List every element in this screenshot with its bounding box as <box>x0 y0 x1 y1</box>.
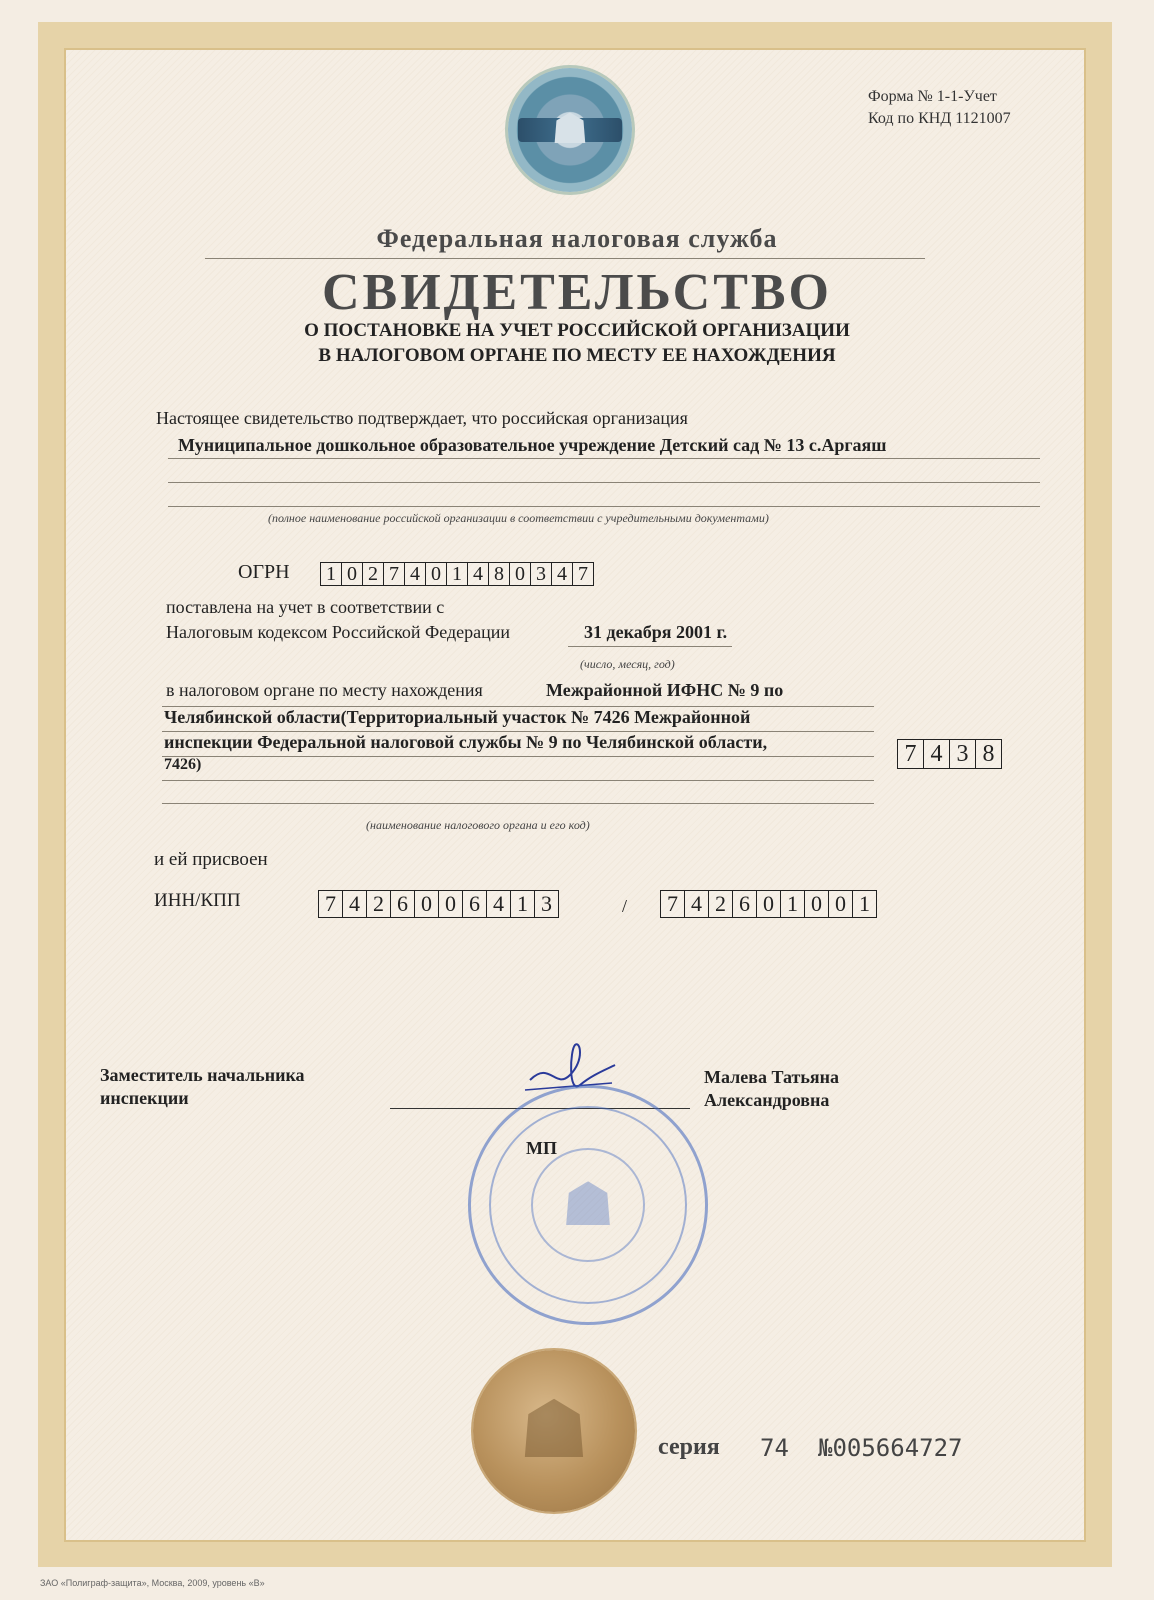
date-note: (число, месяц, год) <box>580 657 675 671</box>
signer-name <box>704 1066 839 1112</box>
inn-digit: 0 <box>438 890 463 918</box>
kpp-digit: 7 <box>660 890 685 918</box>
mp-label: МП <box>526 1138 557 1158</box>
series-label: серия <box>658 1434 720 1460</box>
ogrn-digits <box>320 562 593 586</box>
intro-text: Настоящее свидетельство подтверждает, что российская организация <box>156 408 688 428</box>
ogrn-digit: 1 <box>320 562 342 586</box>
subtitle-line-1: О ПОСТАНОВКЕ НА УЧЕТ РОССИЙСКОЙ ОРГАНИЗАЦИИ <box>304 320 850 341</box>
tax-office-code-digit: 8 <box>975 739 1002 769</box>
kpp-digit: 4 <box>684 890 709 918</box>
inn-digit: 4 <box>486 890 511 918</box>
ogrn-digit: 4 <box>404 562 426 586</box>
registered-text-1: поставлена на учет в соответствии с <box>166 597 445 617</box>
kpp-digit: 0 <box>804 890 829 918</box>
tax-office-code-digit: 4 <box>923 739 950 769</box>
signer-position <box>100 1064 305 1110</box>
inn-digit: 3 <box>534 890 559 918</box>
ogrn-digit: 3 <box>530 562 552 586</box>
ogrn-digit: 8 <box>488 562 510 586</box>
ogrn-digit: 0 <box>341 562 363 586</box>
kpp-digit: 1 <box>780 890 805 918</box>
inn-digit: 7 <box>318 890 343 918</box>
tax-office-note: (наименование налогового органа и его код) <box>366 818 590 832</box>
ogrn-digit: 7 <box>383 562 405 586</box>
tax-office-line-2: Челябинской области(Территориальный участок № 7426 Межрайонной <box>164 707 751 727</box>
kpp-digit: 0 <box>828 890 853 918</box>
embossed-seal-icon: ☗ <box>473 1350 635 1512</box>
ogrn-digit: 7 <box>572 562 594 586</box>
kpp-digits <box>660 890 876 918</box>
ogrn-label: ОГРН <box>238 561 290 583</box>
knd-code: Код по КНД 1121007 <box>868 110 1011 127</box>
certificate-number: №005664727 <box>818 1434 963 1462</box>
inn-digit: 4 <box>342 890 367 918</box>
kpp-digit: 6 <box>732 890 757 918</box>
inn-kpp-label: ИНН/КПП <box>154 890 241 911</box>
signer-position-line-1: Заместитель начальника <box>100 1065 305 1085</box>
printer-note: ЗАО «Полиграф-защита», Москва, 2009, уровень «В» <box>40 1578 265 1588</box>
tax-office-line-3: инспекции Федеральной налоговой службы № 9 по Челябинской области, <box>164 732 768 752</box>
org-line-3 <box>168 506 1040 507</box>
series-value: 74 <box>760 1434 789 1462</box>
ogrn-digit: 0 <box>425 562 447 586</box>
tax-office-code-digit: 3 <box>949 739 976 769</box>
ogrn-digit: 4 <box>467 562 489 586</box>
office-line-4 <box>162 780 874 781</box>
divider <box>205 258 925 259</box>
organization-name: Муниципальное дошкольное образовательное учреждение Детский сад № 13 с.Аргаяш <box>178 435 887 455</box>
signer-name-line-1: Малева Татьяна <box>704 1067 840 1087</box>
inn-kpp-separator: / <box>622 896 628 916</box>
signer-name-line-2: Александровна <box>704 1090 830 1110</box>
registration-date: 31 декабря 2001 г. <box>584 622 728 642</box>
form-number-block <box>868 86 1011 130</box>
kpp-digit: 0 <box>756 890 781 918</box>
inn-digit: 1 <box>510 890 535 918</box>
inn-digit: 6 <box>462 890 487 918</box>
hologram-emblem-icon: ☗ <box>508 68 632 192</box>
ogrn-digit: 4 <box>551 562 573 586</box>
org-line-1 <box>168 458 1040 459</box>
form-number: Форма № 1-1-Учет <box>868 88 997 105</box>
page-title: СВИДЕТЕЛЬСТВО <box>321 264 833 321</box>
tax-office-code-digit: 7 <box>897 739 924 769</box>
tax-office-line-1: Межрайонной ИФНС № 9 по <box>546 680 784 700</box>
org-name-note: (полное наименование российской организации в соответствии с учредительными документами) <box>268 511 769 525</box>
inn-digit: 2 <box>366 890 391 918</box>
assigned-label: и ей присвоен <box>154 849 268 870</box>
subtitle <box>0 318 1154 368</box>
inn-digit: 6 <box>390 890 415 918</box>
office-line-5 <box>162 803 874 804</box>
kpp-digit: 1 <box>852 890 877 918</box>
org-line-2 <box>168 482 1040 483</box>
office-line-3 <box>162 756 874 757</box>
tax-office-code <box>897 739 1001 769</box>
ogrn-digit: 0 <box>509 562 531 586</box>
registered-text-2: Налоговым кодексом Российской Федерации <box>166 622 511 642</box>
tax-office-label: в налоговом органе по месту нахождения <box>166 680 483 700</box>
ogrn-digit: 1 <box>446 562 468 586</box>
subtitle-line-2: В НАЛОГОВОМ ОРГАНЕ ПО МЕСТУ ЕЕ НАХОЖДЕНИЯ <box>318 345 836 366</box>
kpp-digit: 2 <box>708 890 733 918</box>
ogrn-digit: 2 <box>362 562 384 586</box>
tax-office-line-4: 7426) <box>164 756 202 773</box>
agency-name: Федеральная налоговая служба <box>376 224 778 253</box>
inn-digits <box>318 890 558 918</box>
official-stamp-icon: ☗ <box>468 1085 708 1325</box>
signer-position-line-2: инспекции <box>100 1088 189 1108</box>
date-line <box>568 646 732 647</box>
inn-digit: 0 <box>414 890 439 918</box>
